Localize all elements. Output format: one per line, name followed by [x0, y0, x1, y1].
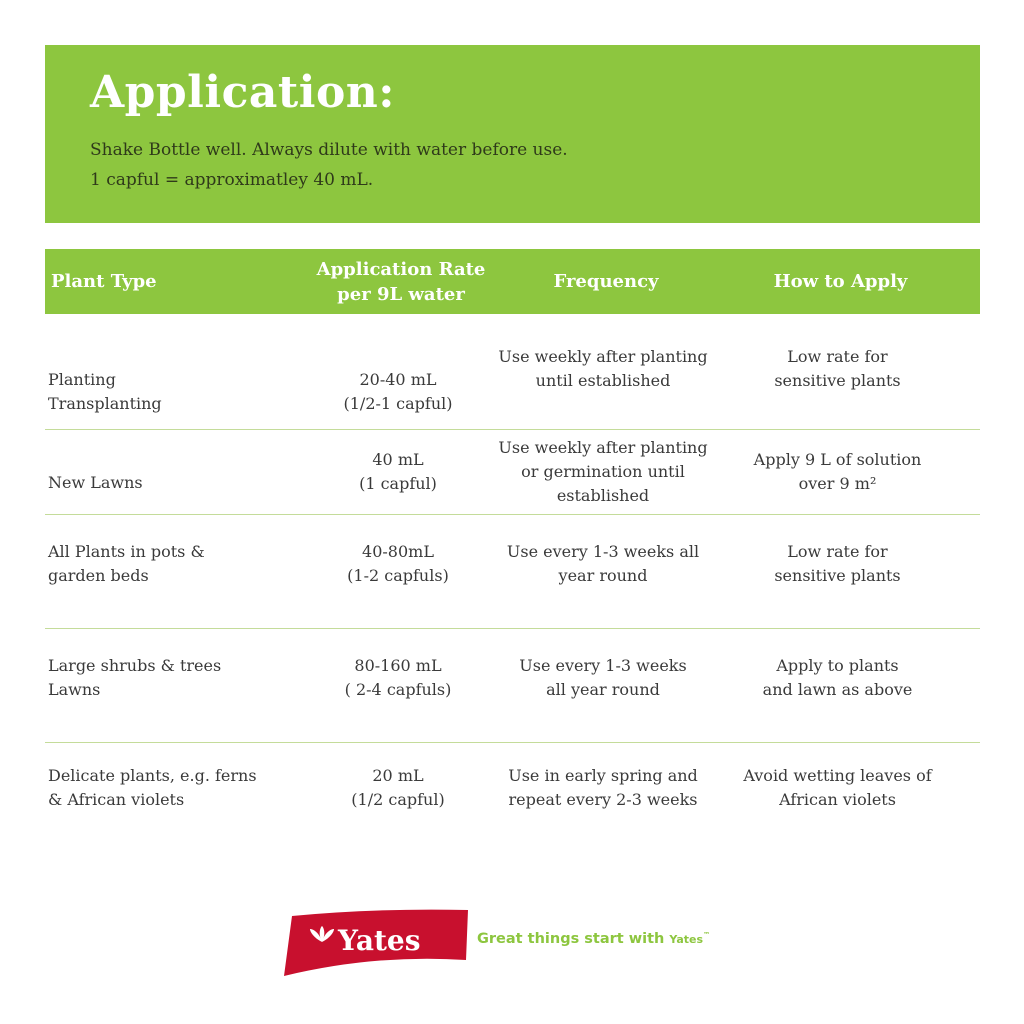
tagline-brand: Yates [669, 932, 704, 946]
cell-frequency: Use weekly after planting until established [498, 346, 708, 390]
cell-how-to-apply: Apply to plants and lawn as above [762, 655, 913, 699]
brand-tagline [477, 924, 710, 951]
cell-plant-type: Planting Transplanting [48, 369, 162, 413]
cell-plant-type: All Plants in pots & garden beds [48, 541, 205, 585]
table-row [45, 629, 980, 743]
table-row [45, 430, 980, 515]
table-header [45, 249, 980, 314]
column-header-plant-type: Plant Type [51, 271, 157, 292]
cell-how-to-apply: Low rate for sensitive plants [774, 541, 901, 585]
cell-frequency: Use weekly after planting or germination until established [498, 438, 708, 505]
cell-frequency: Use every 1-3 weeks all year round [519, 655, 687, 699]
cell-plant-type: Delicate plants, e.g. ferns & African violets [48, 766, 257, 809]
column-header-application-rate: Application Rate per 9L water [316, 258, 486, 305]
yates-logo [280, 906, 468, 976]
cell-frequency: Use every 1-3 weeks all year round [506, 541, 700, 585]
instruction-capful: 1 capful = approximatley 40 mL. [90, 170, 374, 190]
cell-how-to-apply: Low rate for sensitive plants [774, 346, 901, 390]
table-row [45, 743, 980, 853]
cell-application-rate: 80-160 mL ( 2-4 capfuls) [344, 655, 452, 699]
trademark-symbol: ™ [703, 931, 711, 939]
cell-application-rate: 40 mL (1 capful) [359, 450, 437, 493]
column-header-how-to-apply: How to Apply [773, 271, 908, 292]
cell-frequency: Use in early spring and repeat every 2-3 weeks [508, 766, 698, 809]
table-row [45, 515, 980, 629]
cell-application-rate: 40-80mL (1-2 capfuls) [347, 541, 449, 585]
cell-application-rate: 20-40 mL (1/2-1 capful) [343, 369, 453, 413]
column-header-frequency: Frequency [553, 271, 659, 292]
logo-wordmark: Yates [338, 924, 421, 957]
application-banner [45, 45, 980, 223]
tagline-text: Great things start with [477, 930, 665, 947]
page-title: Application: [90, 67, 396, 118]
instruction-shake: Shake Bottle well. Always dilute with water before use. [90, 140, 568, 160]
cell-plant-type: New Lawns [48, 473, 143, 492]
cell-how-to-apply: Apply 9 L of solution over 9 m² [753, 450, 922, 493]
table-row [45, 330, 980, 430]
cell-plant-type: Large shrubs & trees Lawns [48, 655, 222, 699]
cell-application-rate: 20 mL (1/2 capful) [351, 766, 445, 809]
cell-how-to-apply: Avoid wetting leaves of African violets [743, 766, 932, 809]
